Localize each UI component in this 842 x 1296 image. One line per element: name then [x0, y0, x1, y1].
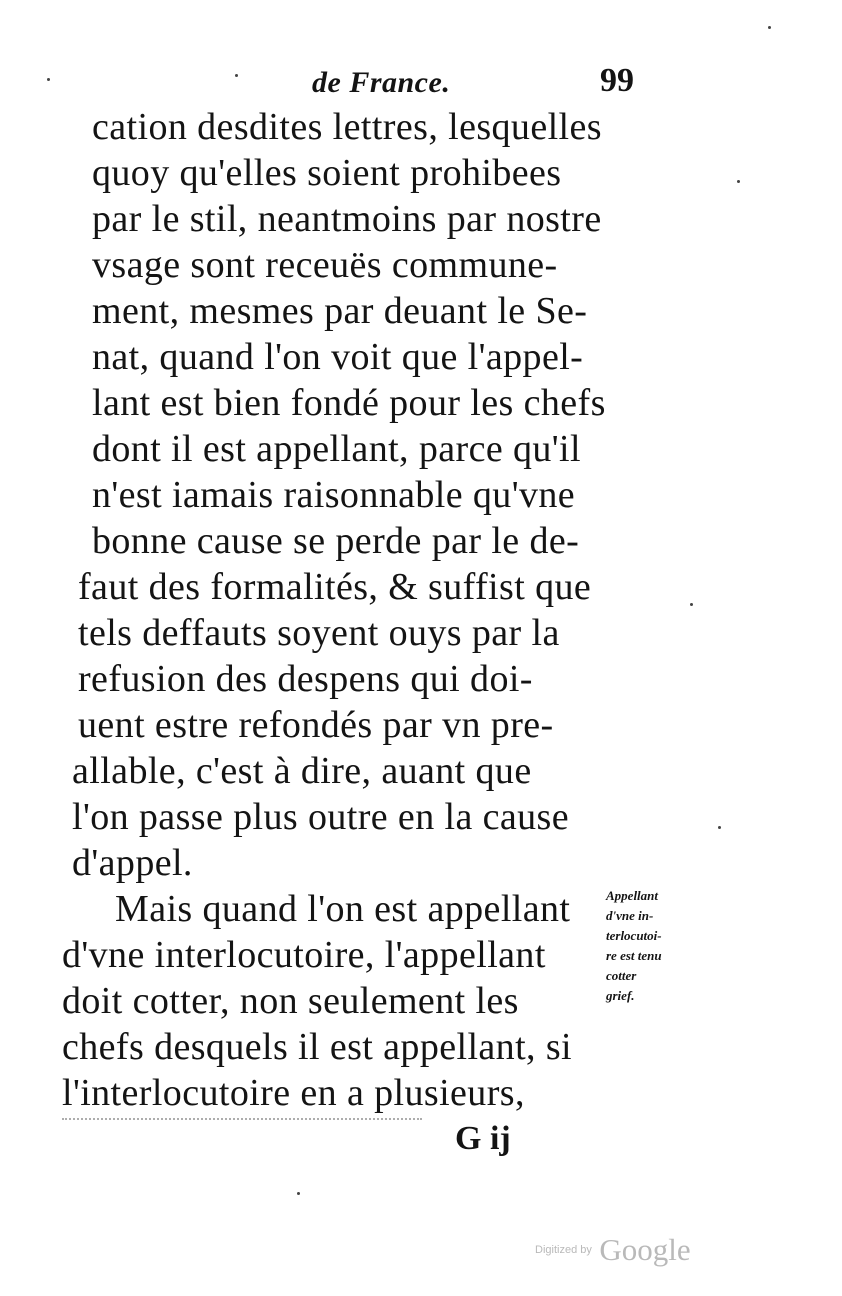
text-line: cation desdites lettres, lesquelles — [92, 106, 602, 148]
marginal-note-line: grief. — [606, 988, 635, 1003]
marginal-note-line: Appellant — [606, 888, 659, 903]
text-line: quoy qu'elles soient prohibees — [92, 152, 562, 194]
text-line: allable, c'est à dire, auant que — [72, 750, 532, 792]
text-line: uent estre refondés par vn pre- — [78, 704, 554, 746]
google-logo: Google — [599, 1232, 691, 1267]
text-line: ment, mesmes par deuant le Se- — [92, 290, 588, 332]
text-line: l'interlocutoire en a plusieurs, — [62, 1072, 525, 1114]
marginal-note-line: d'vne in- — [606, 908, 654, 923]
ink-speck — [235, 74, 238, 77]
signature-mark: G ij — [455, 1120, 511, 1157]
text-line: faut des formalités, & suffist que — [78, 566, 592, 608]
page-number: 99 — [600, 62, 634, 99]
watermark-prefix: Digitized by — [535, 1244, 592, 1256]
text-line: chefs desquels il est appellant, si — [62, 1026, 572, 1068]
marginal-note-line: cotter — [606, 968, 637, 983]
text-line: Mais quand l'on est appellant — [115, 888, 571, 930]
text-line: lant est bien fondé pour les chefs — [92, 382, 606, 424]
digitized-watermark — [535, 1232, 691, 1268]
print-smudge — [62, 1118, 422, 1126]
text-line: d'appel. — [72, 842, 193, 884]
text-line: par le stil, neantmoins par nostre — [92, 198, 602, 240]
text-line: nat, quand l'on voit que l'appel- — [92, 336, 584, 378]
text-line: doit cotter, non seulement les — [62, 980, 519, 1022]
running-head: de France. — [312, 66, 451, 99]
ink-speck — [718, 826, 721, 829]
ink-speck — [737, 180, 740, 183]
ink-speck — [690, 603, 693, 606]
marginal-note-line: re est tenu — [606, 948, 662, 963]
ink-speck — [768, 26, 771, 29]
marginal-note — [606, 886, 736, 1006]
text-line: vsage sont receuës commune- — [92, 244, 558, 286]
ink-speck — [47, 78, 50, 81]
text-line: bonne cause se perde par le de- — [92, 520, 580, 562]
ink-speck — [297, 1192, 300, 1195]
marginal-note-line: terlocutoi- — [606, 928, 662, 943]
text-line: dont il est appellant, parce qu'il — [92, 428, 581, 470]
text-line: n'est iamais raisonnable qu'vne — [92, 474, 576, 516]
text-line: refusion des despens qui doi- — [78, 658, 533, 700]
text-line: l'on passe plus outre en la cause — [72, 796, 570, 838]
text-line: d'vne interlocutoire, l'appellant — [62, 934, 546, 976]
text-line: tels deffauts soyent ouys par la — [78, 612, 560, 654]
